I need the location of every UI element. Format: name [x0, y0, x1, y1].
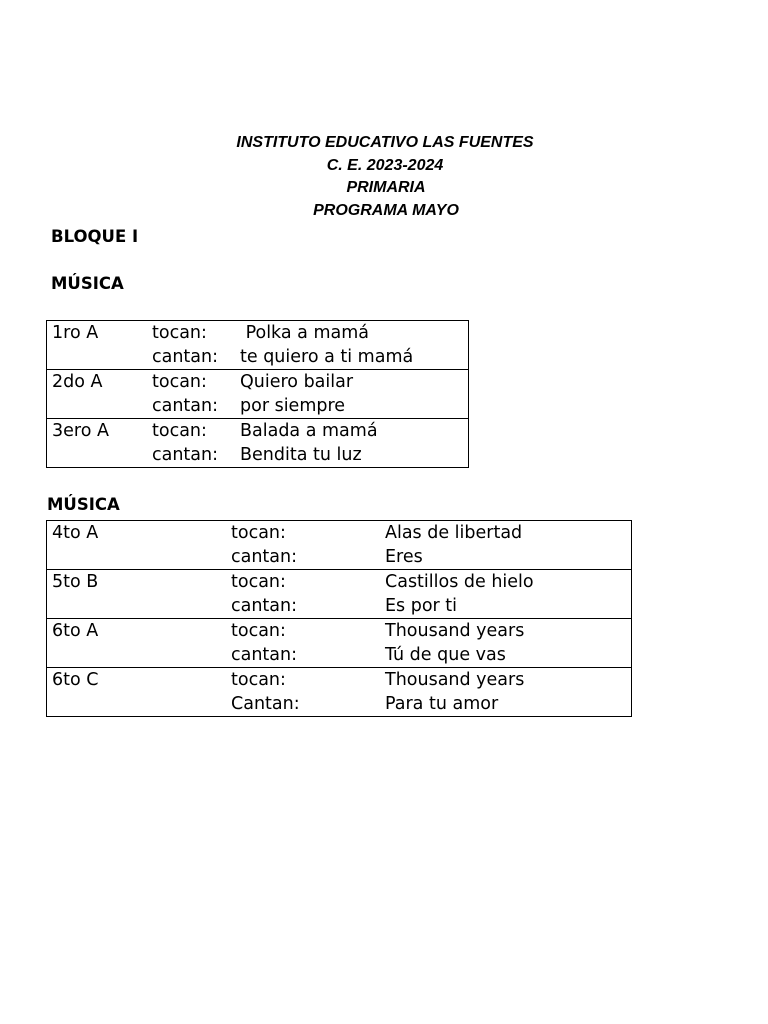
table-row: [47, 321, 469, 346]
block-label: BLOQUE I: [51, 227, 139, 246]
sing-song-cell: por siempre: [240, 396, 346, 416]
table-row: [47, 643, 632, 668]
play-song-cell: Polka a mamá: [240, 323, 370, 343]
sing-verb-cell: cantan:: [152, 347, 219, 367]
grade-cell: 3ero A: [47, 419, 153, 444]
grade-cell: 2do A: [47, 370, 153, 395]
sing-song-cell: Tú de que vas: [385, 645, 506, 665]
school-cycle: C. E. 2023-2024: [326, 156, 444, 174]
sing-song-cell: Para tu amor: [385, 694, 499, 714]
table-row: [47, 594, 632, 619]
music-schedule-table-1: [46, 320, 469, 468]
grade-cell: 6to C: [47, 668, 232, 693]
table-row: [47, 692, 632, 717]
sing-song-cell: te quiero a ti mamá: [240, 347, 414, 367]
play-verb-cell: tocan:: [231, 523, 286, 543]
play-song-cell: Alas de libertad: [385, 523, 523, 543]
table-row: [47, 394, 469, 419]
grade-cell: 1ro A: [52, 323, 99, 343]
music-section-title-1: MÚSICA: [51, 274, 124, 293]
table-row: [47, 668, 632, 693]
institution-name: INSTITUTO EDUCATIVO LAS FUENTES: [236, 134, 534, 151]
grade-cell: 4to A: [52, 523, 99, 543]
play-verb-cell: tocan:: [152, 323, 207, 343]
sing-verb-cell: cantan:: [152, 396, 219, 416]
sing-verb-cell: cantan:: [152, 445, 219, 465]
program-title: PROGRAMA MAYO: [313, 201, 459, 219]
play-verb-cell: tocan:: [231, 619, 385, 644]
table-row: [47, 619, 632, 644]
table-row: [47, 443, 469, 468]
table-row: [47, 545, 632, 570]
play-song-cell: Quiero bailar: [240, 370, 469, 395]
play-song-cell: Thousand years: [385, 619, 632, 644]
sing-verb-cell: cantan:: [231, 645, 298, 665]
play-verb-cell: tocan:: [152, 419, 240, 444]
sing-song-cell: Eres: [385, 547, 423, 567]
play-verb-cell: tocan:: [152, 370, 240, 395]
music-schedule-table-2: [46, 520, 632, 717]
table-row: [47, 370, 469, 395]
play-song-cell: Balada a mamá: [240, 419, 469, 444]
table-row: [47, 570, 632, 595]
school-level: PRIMARIA: [346, 179, 426, 196]
music-section-title-2: MÚSICA: [47, 495, 120, 514]
table-row: [47, 419, 469, 444]
grade-cell: 5to B: [47, 570, 232, 595]
play-song-cell: Thousand years: [385, 668, 632, 693]
play-song-cell: Castillos de hielo: [385, 570, 632, 595]
play-verb-cell: tocan:: [231, 570, 385, 595]
sing-verb-cell: cantan:: [231, 596, 298, 616]
sing-song-cell: Bendita tu luz: [240, 445, 362, 465]
table-row: [47, 521, 632, 546]
sing-song-cell: Es por ti: [385, 596, 458, 616]
play-verb-cell: tocan:: [231, 668, 385, 693]
sing-verb-cell: Cantan:: [231, 694, 300, 714]
grade-cell: 6to A: [47, 619, 232, 644]
document-header: [0, 132, 768, 222]
table-row: [47, 345, 469, 370]
sing-verb-cell: cantan:: [231, 547, 298, 567]
